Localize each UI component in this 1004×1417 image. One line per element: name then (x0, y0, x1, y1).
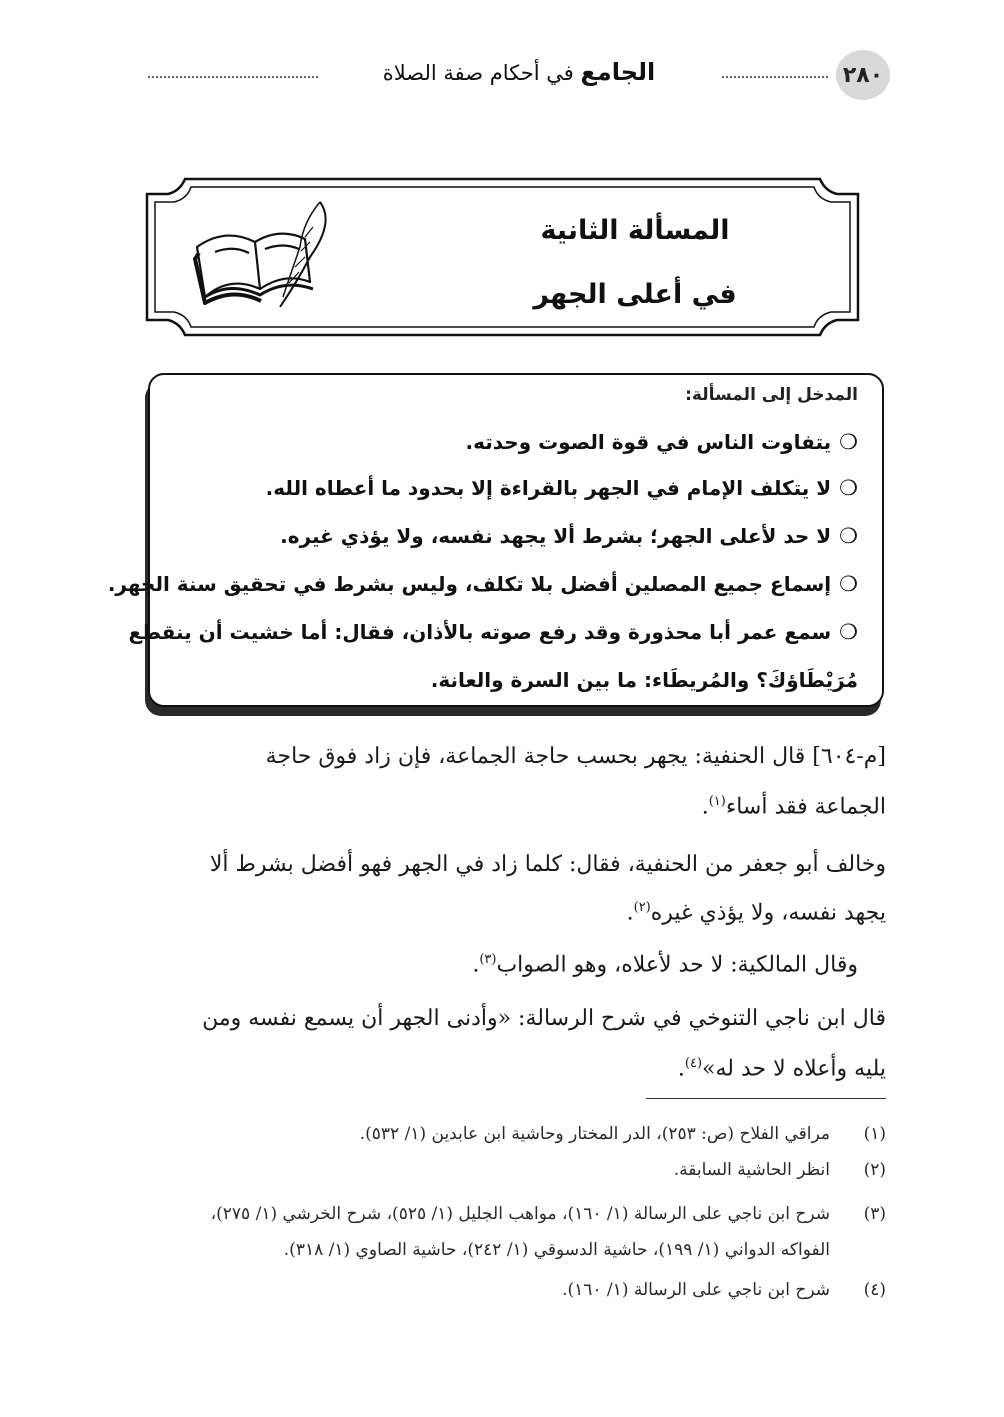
issue-intro-box (107, 373, 884, 707)
header-dots-right (722, 76, 828, 78)
page-number: ٢٨٠ (836, 50, 890, 100)
body-text: يليه وأعلاه لا حد له» (702, 1056, 886, 1082)
section-subtitle: في أعلى الجهر (533, 279, 737, 310)
footnote-number: (٣) (863, 1204, 886, 1224)
section-title: المسألة الثانية (540, 215, 730, 246)
footnote-ref[interactable]: (٤) (684, 1056, 703, 1071)
body-line (702, 794, 886, 819)
footnote-number: (١) (863, 1124, 886, 1144)
intro-bullet-continuation: مُرَيْطَاؤكَ؟ والمُريطَاء: ما بين السرة والعانة. (430, 668, 858, 692)
circle-bullet-icon: ❍ (839, 524, 858, 548)
body-line: [م-٦٠٤] قال الحنفية: يجهر بحسب حاجة الجماعة، فإن زاد فوق حاجة (265, 744, 886, 769)
footnote-continuation: الفواكه الدواني (١/ ١٩٩)، حاشية الدسوقي (١/ ٢٤٢)، حاشية الصاوي (١/ ٣١٨). (283, 1240, 830, 1260)
circle-bullet-icon: ❍ (839, 572, 858, 596)
body-line: وخالف أبو جعفر من الحنفية، فقال: كلما زاد في الجهر فهو أفضل بشرط ألا (209, 852, 886, 877)
body-line (472, 952, 858, 977)
footnote-text: شرح ابن ناجي على الرسالة (١/ ١٦٠). (562, 1280, 830, 1300)
book-title (326, 58, 712, 86)
intro-bullet (108, 569, 858, 599)
intro-bullet (128, 617, 858, 647)
period: . (472, 952, 480, 978)
footnote-ref[interactable]: (٣) (479, 952, 497, 967)
intro-bullet-text: لا حد لأعلى الجهر؛ بشرط ألا يجهد نفسه، ولا يؤذي غيره. (280, 524, 832, 548)
body-text: الجماعة فقد أساء (725, 794, 886, 820)
period: . (626, 900, 634, 926)
circle-bullet-icon: ❍ (839, 430, 858, 454)
body-text: وقال المالكية: لا حد لأعلاه، وهو الصواب (496, 952, 858, 978)
footnote (674, 1160, 886, 1180)
footnote-ref[interactable]: (٢) (633, 900, 651, 915)
body-line: قال ابن ناجي التنوخي في شرح الرسالة: «وأدنى الجهر أن يسمع نفسه ومن (202, 1006, 886, 1031)
circle-bullet-icon: ❍ (839, 476, 858, 500)
intro-bullet (280, 521, 858, 551)
period: . (677, 1056, 685, 1082)
intro-heading: المدخل إلى المسألة: (685, 385, 858, 405)
intro-bullet (266, 473, 858, 503)
footnote (211, 1204, 886, 1224)
book-and-quill-icon (185, 197, 345, 312)
intro-bullet-text: سمع عمر أبا محذورة وقد رفع صوته بالأذان، فقال: أما خشيت أن ينقطع (128, 620, 832, 644)
footnote (562, 1280, 886, 1300)
book-title-bold: الجامع (580, 58, 656, 86)
footnote-text: مراقي الفلاح (ص: ٢٥٣)، الدر المختار وحاشية ابن عابدين (١/ ٥٣٢). (359, 1124, 830, 1144)
book-title-rest: في أحكام صفة الصلاة (382, 61, 574, 85)
section-title-frame (145, 177, 860, 337)
header-dots-left (148, 76, 318, 78)
body-line (678, 1056, 886, 1081)
body-line (627, 900, 886, 925)
footnote (360, 1124, 886, 1144)
footnote-text: انظر الحاشية السابقة. (673, 1160, 830, 1180)
intro-bullet-text: يتفاوت الناس في قوة الصوت وحدته. (465, 430, 832, 454)
footnote-separator (646, 1098, 886, 1099)
intro-bullet-text: لا يتكلف الإمام في الجهر بالقراءة إلا بحدود ما أعطاه الله. (265, 476, 832, 500)
body-text: يجهد نفسه، ولا يؤذي غيره (650, 900, 886, 926)
page-header (140, 44, 890, 106)
footnote-number: (٢) (863, 1160, 886, 1180)
footnote-number: (٤) (863, 1280, 886, 1300)
footnote-text: شرح ابن ناجي على الرسالة (١/ ١٦٠)، مواهب الجليل (١/ ٥٢٥)، شرح الخرشي (١/ ٢٧٥)، (210, 1204, 830, 1224)
footnote-ref[interactable]: (١) (708, 794, 726, 809)
intro-bullet (465, 427, 858, 457)
circle-bullet-icon: ❍ (839, 620, 858, 644)
intro-bullet-text: إسماع جميع المصلين أفضل بلا تكلف، وليس بشرط في تحقيق سنة الجهر. (107, 572, 832, 596)
period: . (701, 794, 709, 820)
